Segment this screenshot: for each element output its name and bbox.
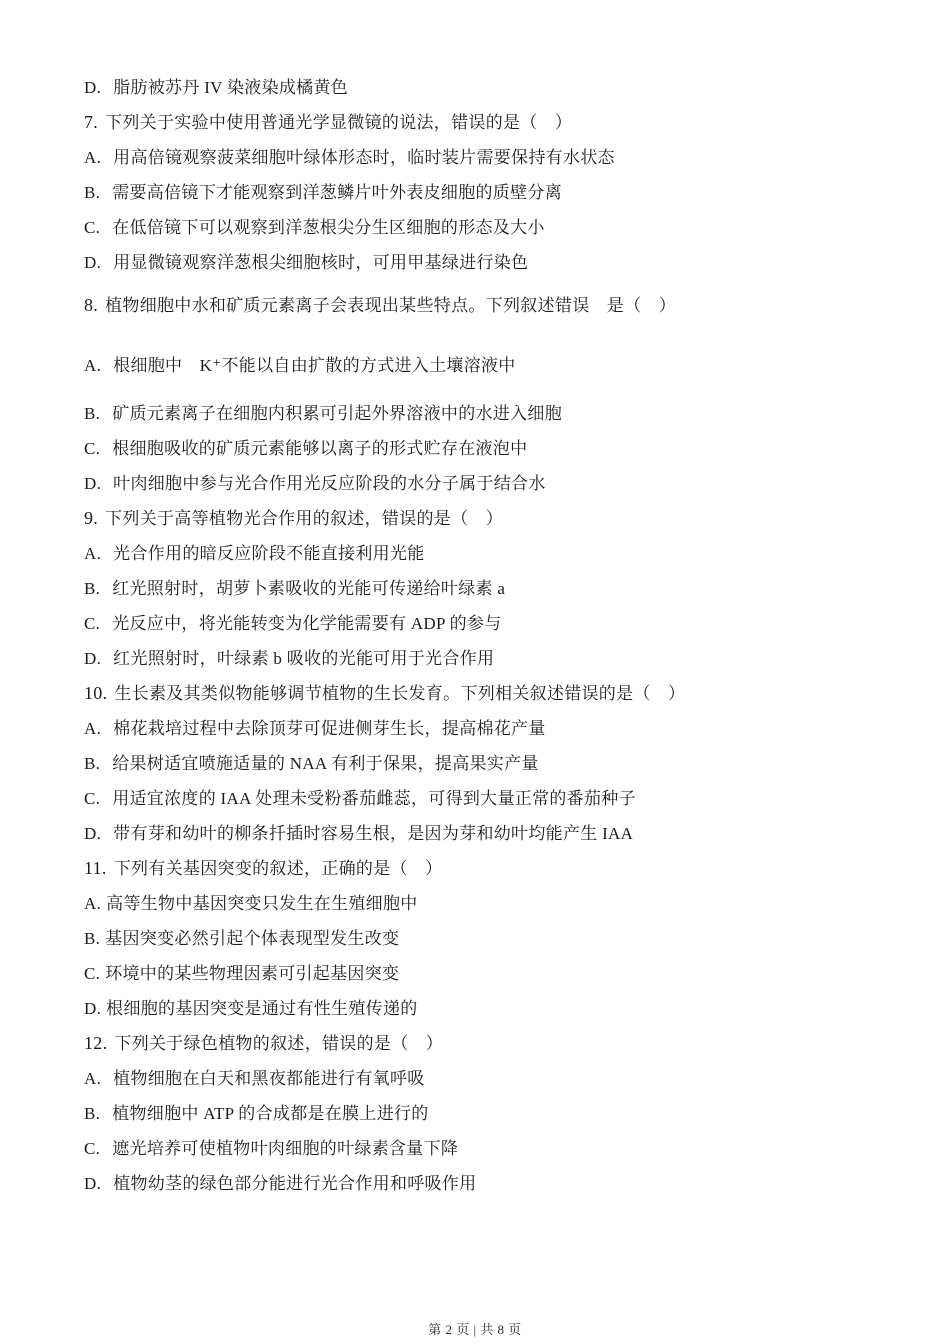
option-text: 基因突变必然引起个体表现型发生改变 bbox=[105, 929, 400, 948]
question-9-option-a bbox=[84, 536, 910, 571]
question-11-option-a bbox=[84, 886, 910, 921]
option-label: C. bbox=[84, 614, 101, 633]
question-8-option-c bbox=[84, 431, 910, 466]
option-text: 根细胞吸收的矿质元素能够以离子的形式贮存在液泡中 bbox=[112, 439, 528, 458]
page-indicator: 第 2 页 | 共 8 页 bbox=[428, 1322, 522, 1337]
option-text: 给果树适宜喷施适量的 NAA 有利于保果，提高果实产量 bbox=[112, 754, 539, 773]
question-number: 12. bbox=[84, 1033, 108, 1053]
question-11-option-d bbox=[84, 991, 910, 1026]
question-stem-text: 下列关于绿色植物的叙述，错误的是（ ） bbox=[114, 1034, 444, 1053]
option-label: C. bbox=[84, 439, 101, 458]
question-number: 8. bbox=[84, 295, 99, 315]
option-text: 用高倍镜观察菠菜细胞叶绿体形态时，临时装片需要保持有水状态 bbox=[113, 148, 615, 167]
question-7-option-c bbox=[84, 210, 910, 245]
option-label: A. bbox=[84, 356, 102, 375]
option-text: 植物幼茎的绿色部分能进行光合作用和呼吸作用 bbox=[113, 1174, 477, 1193]
question-10-stem bbox=[84, 676, 910, 711]
question-9-stem bbox=[84, 501, 910, 536]
option-label: B. bbox=[84, 1104, 101, 1123]
question-12-stem bbox=[84, 1026, 910, 1061]
question-6-option-d bbox=[84, 70, 910, 105]
option-label: A. bbox=[84, 148, 102, 167]
option-label: C. bbox=[84, 789, 101, 808]
question-number: 11. bbox=[84, 858, 107, 878]
question-10-option-d bbox=[84, 816, 910, 851]
option-label: D. bbox=[84, 824, 102, 843]
question-12-option-d bbox=[84, 1166, 910, 1201]
option-text: 高等生物中基因突变只发生在生殖细胞中 bbox=[106, 894, 418, 913]
option-text: 根细胞的基因突变是通过有性生殖传递的 bbox=[106, 999, 418, 1018]
option-text: 红光照射时，胡萝卜素吸收的光能可传递给叶绿素 a bbox=[112, 579, 506, 598]
option-label: D. bbox=[84, 649, 102, 668]
question-stem-text: 下列关于实验中使用普通光学显微镜的说法，错误的是（ ） bbox=[105, 113, 573, 132]
option-label: A. bbox=[84, 544, 102, 563]
question-10-option-a bbox=[84, 711, 910, 746]
question-7-stem bbox=[84, 105, 910, 140]
question-number: 9. bbox=[84, 508, 99, 528]
question-9-option-d bbox=[84, 641, 910, 676]
option-text: 遮光培养可使植物叶肉细胞的叶绿素含量下降 bbox=[112, 1139, 459, 1158]
question-7-option-a bbox=[84, 140, 910, 175]
question-stem-text: 生长素及其类似物能够调节植物的生长发育。下列相关叙述错误的是（ ） bbox=[114, 684, 686, 703]
question-12-option-a bbox=[84, 1061, 910, 1096]
question-8-stem bbox=[84, 288, 910, 323]
option-text: 用适宜浓度的 IAA 处理未受粉番茄雌蕊，可得到大量正常的番茄种子 bbox=[112, 789, 636, 808]
option-label: D. bbox=[84, 253, 102, 272]
option-text: 矿质元素离子在细胞内积累可引起外界溶液中的水进入细胞 bbox=[112, 404, 563, 423]
question-10-option-b bbox=[84, 746, 910, 781]
question-11-stem bbox=[84, 851, 910, 886]
option-text: 带有芽和幼叶的柳条扦插时容易生根，是因为芽和幼叶均能产生 IAA bbox=[113, 824, 634, 843]
option-text: 脂肪被苏丹 IV 染液染成橘黄色 bbox=[113, 78, 349, 97]
option-label: C. bbox=[84, 218, 101, 237]
option-text: 棉花栽培过程中去除顶芽可促进侧芽生长，提高棉花产量 bbox=[113, 719, 546, 738]
option-label: B. bbox=[84, 183, 101, 202]
option-text: 植物细胞在白天和黑夜都能进行有氧呼吸 bbox=[113, 1069, 425, 1088]
option-label: A. bbox=[84, 894, 102, 913]
question-stem-text: 植物细胞中水和矿质元素离子会表现出某些特点。下列叙述错误 是（ ） bbox=[105, 296, 677, 315]
question-8-option-b bbox=[84, 396, 910, 431]
question-stem-text: 下列有关基因突变的叙述，正确的是（ ） bbox=[113, 859, 443, 878]
question-8-option-d bbox=[84, 466, 910, 501]
option-text: 红光照射时，叶绿素 b 吸收的光能可用于光合作用 bbox=[113, 649, 495, 668]
option-label: A. bbox=[84, 1069, 102, 1088]
option-text: 环境中的某些物理因素可引起基因突变 bbox=[105, 964, 400, 983]
option-label: C. bbox=[84, 964, 101, 983]
question-9-option-b bbox=[84, 571, 910, 606]
question-number: 10. bbox=[84, 683, 108, 703]
option-label: D. bbox=[84, 999, 102, 1018]
option-text: 需要高倍镜下才能观察到洋葱鳞片叶外表皮细胞的质壁分离 bbox=[112, 183, 563, 202]
option-label: B. bbox=[84, 754, 101, 773]
option-label: B. bbox=[84, 929, 101, 948]
question-12-option-c bbox=[84, 1131, 910, 1166]
question-stem-text: 下列关于高等植物光合作用的叙述，错误的是（ ） bbox=[105, 509, 504, 528]
option-text: 用显微镜观察洋葱根尖细胞核时，可用甲基绿进行染色 bbox=[113, 253, 529, 272]
option-label: C. bbox=[84, 1139, 101, 1158]
option-text: 根细胞中 K⁺不能以自由扩散的方式进入土壤溶液中 bbox=[113, 356, 516, 375]
option-text: 光反应中，将光能转变为化学能需要有 ADP 的参与 bbox=[112, 614, 502, 633]
option-label: D. bbox=[84, 78, 102, 97]
question-number: 7. bbox=[84, 112, 99, 132]
option-label: A. bbox=[84, 719, 102, 738]
question-7-option-b bbox=[84, 175, 910, 210]
option-label: B. bbox=[84, 579, 101, 598]
page-footer bbox=[0, 1319, 950, 1338]
option-text: 在低倍镜下可以观察到洋葱根尖分生区细胞的形态及大小 bbox=[112, 218, 545, 237]
question-8-option-a bbox=[84, 348, 910, 383]
option-label: D. bbox=[84, 1174, 102, 1193]
question-12-option-b bbox=[84, 1096, 910, 1131]
question-11-option-b bbox=[84, 921, 910, 956]
option-label: B. bbox=[84, 404, 101, 423]
option-text: 植物细胞中 ATP 的合成都是在膜上进行的 bbox=[112, 1104, 429, 1123]
option-label: D. bbox=[84, 474, 102, 493]
question-7-option-d bbox=[84, 245, 910, 280]
option-text: 叶肉细胞中参与光合作用光反应阶段的水分子属于结合水 bbox=[113, 474, 546, 493]
question-11-option-c bbox=[84, 956, 910, 991]
option-text: 光合作用的暗反应阶段不能直接利用光能 bbox=[113, 544, 425, 563]
question-9-option-c bbox=[84, 606, 910, 641]
question-10-option-c bbox=[84, 781, 910, 816]
